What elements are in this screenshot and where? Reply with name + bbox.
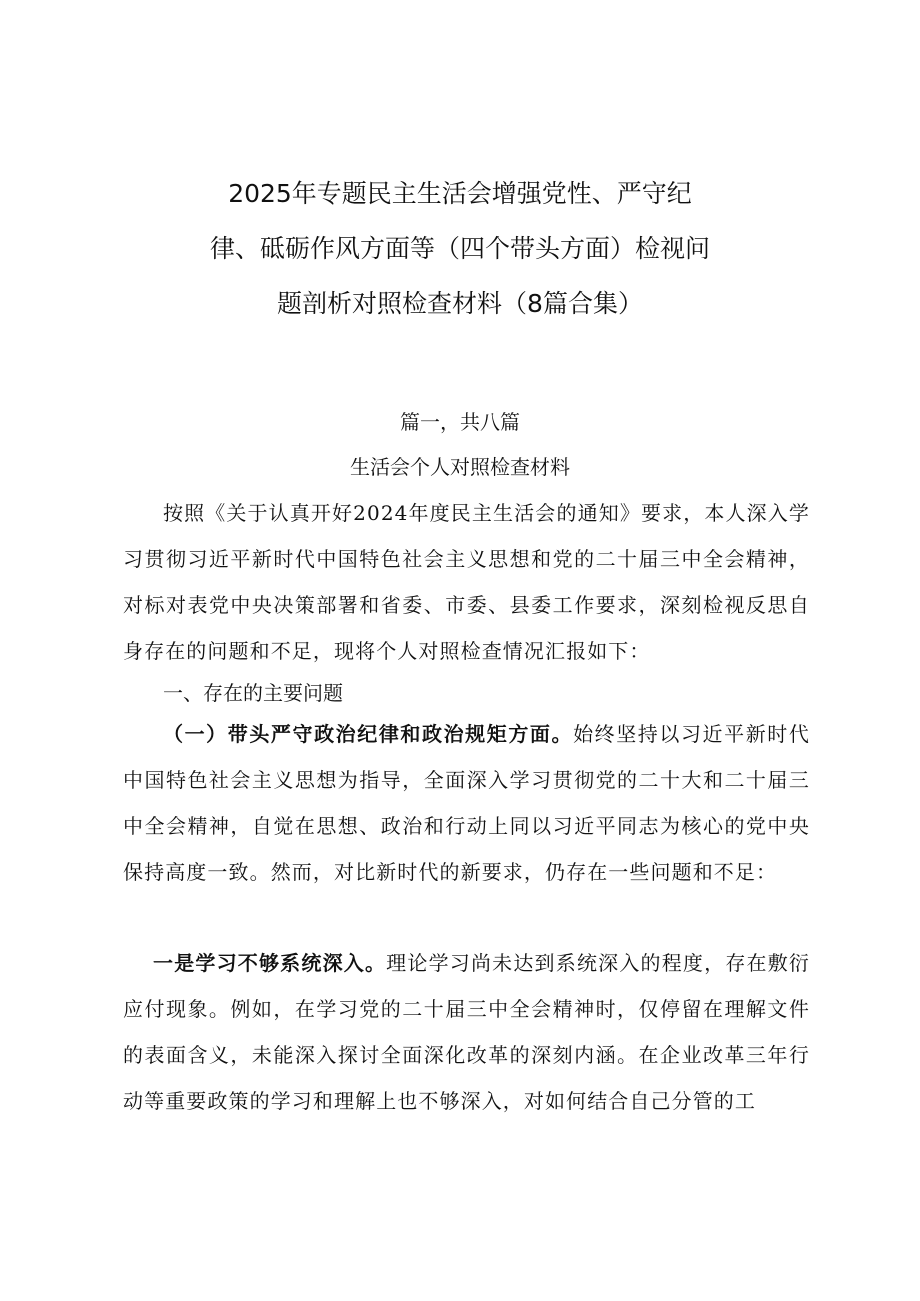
point-one-paragraph	[123, 940, 810, 1124]
title-line-1: 2025年专题民主生活会增强党性、严守纪	[228, 179, 692, 208]
title-line-2: 律、砥砺作风方面等（四个带头方面）检视问	[209, 234, 710, 263]
subsection-lead: （一）带头严守政治纪律和政治规矩方面。	[163, 722, 574, 746]
part-title: 生活会个人对照检查材料	[350, 455, 570, 479]
title-line-3: 题剖析对照检查材料（8篇合集）	[277, 289, 643, 318]
subsection-text: 始终坚持以习近平新时代中国特色社会主义思想为指导，全面深入学习贯彻党的二十大和二十届三中全会精神，自觉在思想、政治和行动上同以习近平同志为核心的党中央保持高度一致。然而，对比新时代的新要求，仍存在一些问题和不足：	[123, 722, 810, 884]
intro-paragraph: 按照《关于认真开好2024年度民主生活会的通知》要求，本人深入学习贯彻习近平新时代中国特色社会主义思想和党的二十届三中全会精神，对标对表党中央决策部署和省委、市委、县委工作要求，深刻检视反思自身存在的问题和不足，现将个人对照检查情况汇报如下：	[123, 501, 810, 663]
point-one-text: 理论学习尚未达到系统深入的程度，存在敷衍应付现象。例如，在学习党的二十届三中全会精神时，仅停留在理解文件的表面含义，未能深入探讨全面深化改革的深刻内涵。在企业改革三年行动等重要政策的学习和理解上也不够深入，对如何结合自己分管的工	[123, 951, 811, 1113]
section-heading: 一、存在的主要问题	[163, 681, 343, 705]
subsection-paragraph	[123, 711, 810, 895]
document-title	[100, 166, 820, 331]
point-one-lead: 一是学习不够系统深入。	[153, 951, 387, 975]
part-label: 篇一，共八篇	[400, 410, 520, 434]
